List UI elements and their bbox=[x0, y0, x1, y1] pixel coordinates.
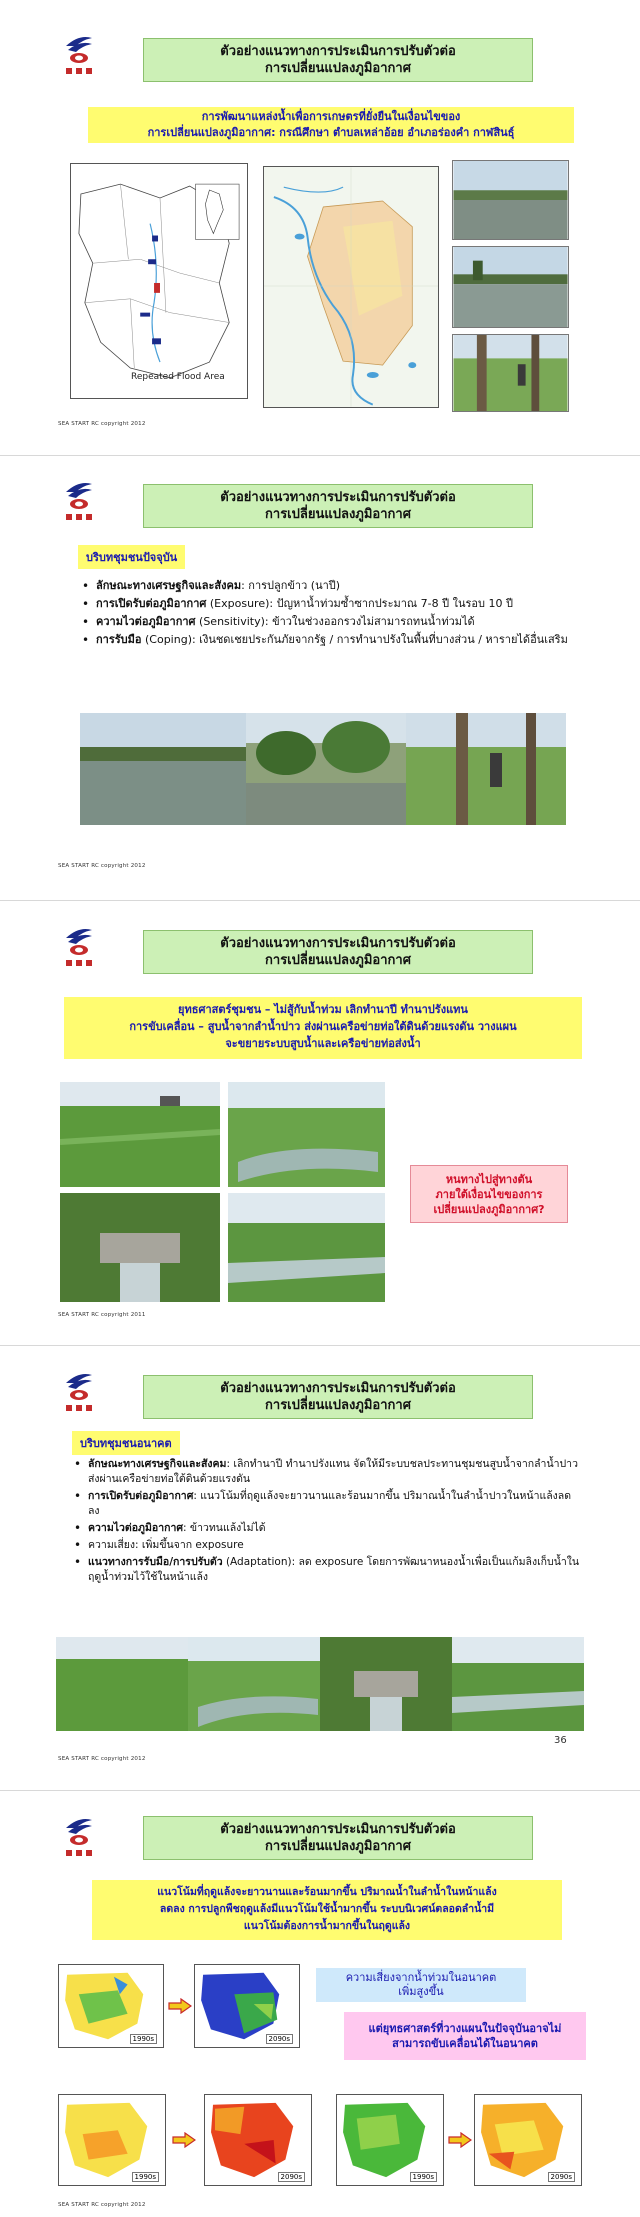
district-map bbox=[263, 166, 439, 408]
map-decade-label: 1990s bbox=[410, 2172, 437, 2182]
map-decade-label: 2090s bbox=[278, 2172, 305, 2182]
temperature-map-1990s bbox=[58, 2094, 166, 2186]
sea-start-logo bbox=[62, 478, 96, 526]
bullet-item: • การเปิดรับต่อภูมิอากาศ: แนวโน้มที่ฤดูแล้งจะยาวนานและร้อนมากขึ้น ปริมาณน้ำในลำน้ำปาวในหน้าแล้งลดลง bbox=[72, 1489, 582, 1519]
right-arrow-icon bbox=[168, 1998, 192, 2014]
province-flood-map bbox=[70, 163, 248, 399]
page-number: 36 bbox=[554, 1735, 567, 1746]
bullet-item: • ความไวต่อภูมิอากาศ: ข้าวทนแล้งไม่ได้ bbox=[72, 1521, 582, 1536]
trend-headline: แนวโน้มที่ฤดูแล้งจะยาวนานและร้อนมากขึ้น ปริมาณน้ำในลำน้ำในหน้าแล้ง ลดลง การปลูกพืชฤดูแล้งมีแนวโน้มใช้น้ำมากขึ้น ระบบนิเวศน์ตลอดลำน้ำมี แนวโน้มต้องการน้ำมากขึ้นในฤดูแล้ง bbox=[92, 1880, 562, 1940]
flood-risk-map-1990s bbox=[58, 1964, 164, 2048]
rainfall-map-2090s bbox=[474, 2094, 582, 2186]
bullet-item: • การเปิดรับต่อภูมิอากาศ (Exposure): ปัญหาน้ำท่วมซ้ำซากประมาณ 7-8 ปี ในรอบ 10 ปี bbox=[80, 596, 570, 612]
bullet-item: • การรับมือ (Coping): เงินชดเชยประกันภัยจากรัฐ / การทำนาปรังในพื้นที่บางส่วน / หารายได้อื่นเสริม bbox=[80, 632, 570, 648]
slide-2 bbox=[0, 466, 640, 886]
flood-photo-2 bbox=[452, 246, 569, 328]
slide-title: ตัวอย่างแนวทางการประเมินการปรับตัวต่อ การเปลี่ยนแปลงภูมิอากาศ bbox=[143, 484, 533, 528]
strip-photo-1 bbox=[56, 1637, 188, 1731]
slide-title: ตัวอย่างแนวทางการประเมินการปรับตัวต่อ การเปลี่ยนแปลงภูมิอากาศ bbox=[143, 38, 533, 82]
bullet-item: • ความไวต่อภูมิอากาศ (Sensitivity): ข้าวในช่วงออกรวงไม่สามารถทนน้ำท่วมได้ bbox=[80, 614, 570, 630]
slide-footer: SEA START RC copyright 2012 bbox=[58, 421, 146, 427]
sea-start-logo bbox=[62, 1814, 96, 1862]
strip-photo-3 bbox=[320, 1637, 452, 1731]
future-context-bullets bbox=[72, 1457, 582, 1587]
flood-risk-callout: ความเสี่ยงจากน้ำท่วมในอนาคต เพิ่มสูงขึ้น bbox=[316, 1968, 526, 2002]
dead-end-callout: หนทางไปสู่ทางตัน ภายใต้เงื่อนไขของการ เปลี่ยนแปลงภูมิอากาศ? bbox=[410, 1165, 568, 1223]
slide-title: ตัวอย่างแนวทางการประเมินการปรับตัวต่อ การเปลี่ยนแปลงภูมิอากาศ bbox=[143, 1816, 533, 1860]
slide-divider bbox=[0, 900, 640, 901]
rainfall-map-1990s bbox=[336, 2094, 444, 2186]
bullet-item: • แนวทางการรับมือ/การปรับตัว (Adaptation): ลด exposure โดยการพัฒนาหนองน้ำเพื่อเป็นแก้มลิงเก็บน้ำในฤดูน้ำท่วมไว้ใช้ในหน้าแล้ง bbox=[72, 1555, 582, 1585]
slide-footer: SEA START RC copyright 2012 bbox=[58, 1756, 146, 1762]
sea-start-logo bbox=[62, 1369, 96, 1417]
flood-risk-map-2090s bbox=[194, 1964, 300, 2048]
map-caption: Repeated Flood Area bbox=[131, 372, 225, 382]
bullet-item: • ลักษณะทางเศรษฐกิจและสังคม: การปลูกข้าว (นาปี) bbox=[80, 578, 570, 594]
slide-title: ตัวอย่างแนวทางการประเมินการปรับตัวต่อ การเปลี่ยนแปลงภูมิอากาศ bbox=[143, 930, 533, 974]
slide-divider bbox=[0, 1345, 640, 1346]
strategy-box: ยุทธศาสตร์ชุมชน – ไม่สู้กับน้ำท่วม เลิกทำนาปี ทำนาปรังแทน การขับเคลื่อน – สูบน้ำจากลำน้ำปาว ส่งผ่านเครือข่ายท่อใต้ดินด้วยแรงดัน วางแผน จะขยายระบบสูบน้ำและเครือข่ายท่อส่งน้ำ bbox=[64, 997, 582, 1059]
section-subhead: บริบทชุมชนปัจจุบัน bbox=[78, 545, 185, 569]
sea-start-logo bbox=[62, 924, 96, 972]
pump-outlet-photo bbox=[60, 1193, 220, 1302]
section-subhead: บริบทชุมชนอนาคต bbox=[72, 1431, 180, 1455]
slide-1 bbox=[0, 20, 640, 440]
slide-divider bbox=[0, 1790, 640, 1791]
irrigation-ditch-photo bbox=[228, 1193, 385, 1302]
slide-divider bbox=[0, 455, 640, 456]
strategy-warning-callout: แต่ยุทธศาสตร์ที่วางแผนในปัจจุบันอาจไม่ สามารถขับเคลื่อนได้ในอนาคต bbox=[344, 2012, 586, 2060]
map-decade-label: 1990s bbox=[132, 2172, 159, 2182]
map-decade-label: 2090s bbox=[266, 2034, 293, 2044]
temperature-map-2090s bbox=[204, 2094, 312, 2186]
sea-start-logo bbox=[62, 32, 96, 80]
bullet-item: • ลักษณะทางเศรษฐกิจและสังคม: เลิกทำนาปี ทำนาปรังแทน จัดให้มีระบบชลประทานชุมชนสูบน้ำจากลำน้ำปาว ส่งผ่านเครือข่ายท่อใต้ดินด้วยแรงดัน bbox=[72, 1457, 582, 1487]
strip-photo-4 bbox=[452, 1637, 584, 1731]
slide-title: ตัวอย่างแนวทางการประเมินการปรับตัวต่อ การเปลี่ยนแปลงภูมิอากาศ bbox=[143, 1375, 533, 1419]
farmer-field-photo bbox=[406, 713, 566, 825]
context-bullets bbox=[80, 578, 570, 650]
bullet-item: • ความเสี่ยง: เพิ่มขึ้นจาก exposure bbox=[72, 1538, 582, 1553]
right-arrow-icon bbox=[448, 2132, 472, 2148]
slide-footer: SEA START RC copyright 2012 bbox=[58, 863, 146, 869]
slide-3 bbox=[0, 912, 640, 1332]
map-decade-label: 1990s bbox=[130, 2034, 157, 2044]
slide-5 bbox=[0, 1802, 640, 2217]
flood-photo-1 bbox=[452, 160, 569, 240]
slide-4 bbox=[0, 1357, 640, 1777]
map-decade-label: 2090s bbox=[548, 2172, 575, 2182]
slide-headline: การพัฒนาแหล่งน้ำเพื่อการเกษตรที่ยั่งยืนในเงื่อนไขของ การเปลี่ยนแปลงภูมิอากาศ: กรณีศึกษา ตำบลเหล่าอ้อย อำเภอร่องคำ กาฬสินธุ์ bbox=[88, 107, 574, 143]
slide-footer: SEA START RC copyright 2012 bbox=[58, 2202, 146, 2208]
flood-field-photo bbox=[80, 713, 246, 825]
flooded-trees-photo bbox=[246, 713, 406, 825]
rice-field-photo bbox=[60, 1082, 220, 1187]
strip-photo-2 bbox=[188, 1637, 320, 1731]
slide-footer: SEA START RC copyright 2011 bbox=[58, 1312, 146, 1318]
canal-photo bbox=[228, 1082, 385, 1187]
flood-photo-3 bbox=[452, 334, 569, 412]
right-arrow-icon bbox=[172, 2132, 196, 2148]
